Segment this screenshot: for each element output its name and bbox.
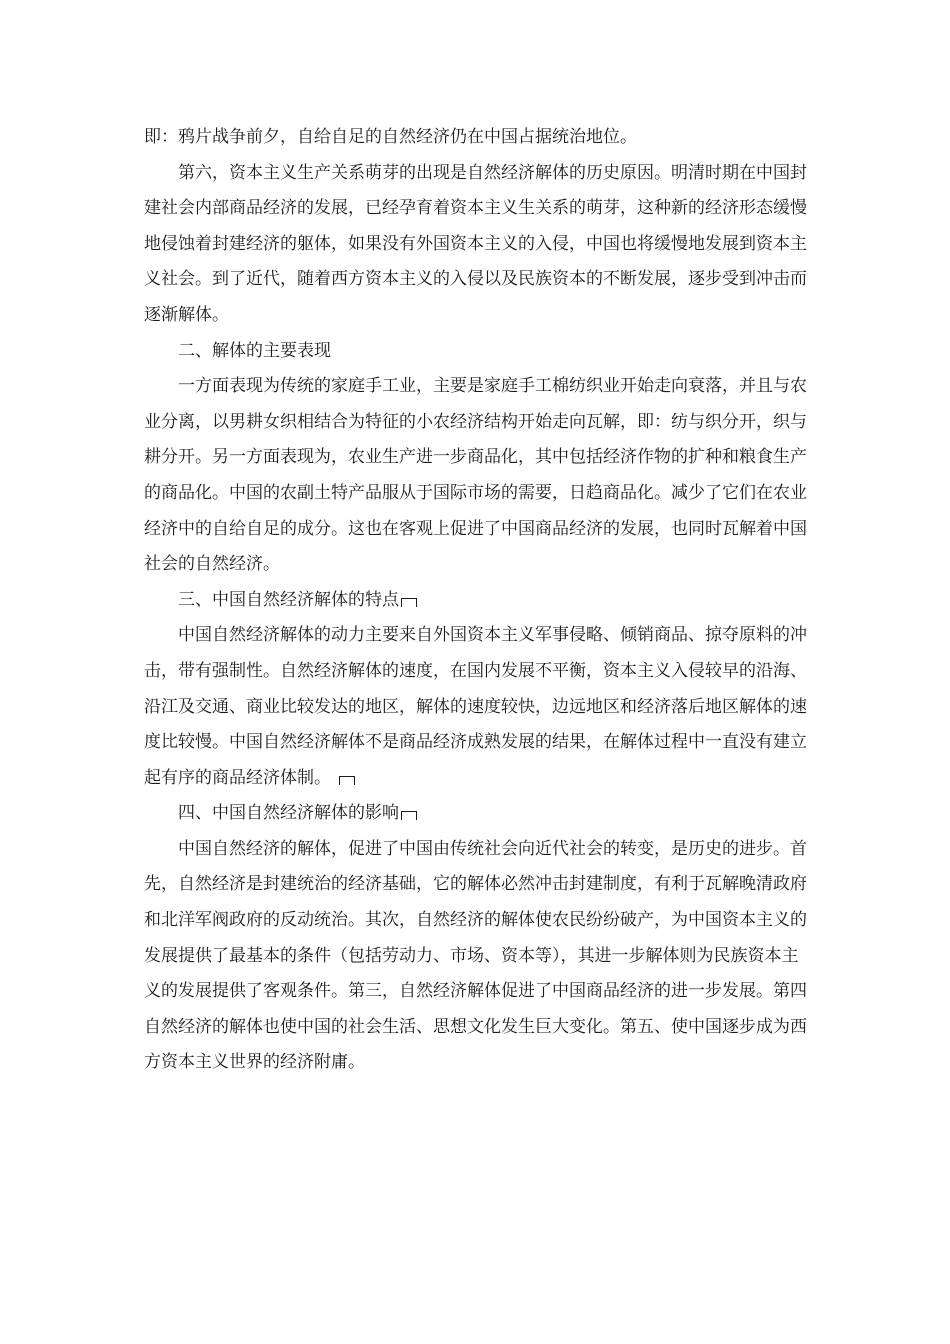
document-body bbox=[144, 120, 814, 1081]
paragraph-start-line: 中国自然经济的解体，促进了中国由传统社会向近代社会的转变，是历史的进步。首 bbox=[178, 838, 807, 859]
text-line: 方资本主义世界的经济附庸。 bbox=[144, 1052, 365, 1073]
text-line bbox=[144, 761, 814, 797]
paragraph-mark-icon bbox=[401, 598, 417, 607]
heading-text: 三、中国自然经济解体的特点 bbox=[178, 589, 399, 610]
text-line: 自然经济的解体也使中国的社会生活、思想文化发生巨大变化。第五、使中国逐步成为西 bbox=[144, 1016, 807, 1037]
text-line: 的商品化。中国的农副土特产品服从于国际市场的需要，日趋商品化。减少了它们在农业 bbox=[144, 482, 807, 503]
text-line: 义的发展提供了客观条件。第三，自然经济解体促进了中国商品经济的进一步发展。第四 bbox=[144, 981, 807, 1002]
text-line: 先，自然经济是封建统治的经济基础，它的解体必然冲击封建制度，有利于瓦解晚清政府 bbox=[144, 874, 807, 895]
section-heading-4 bbox=[144, 796, 814, 832]
text-line: 发展提供了最基本的条件（包括劳动力、市场、资本等），其进一步解体则为民族资本主 bbox=[144, 945, 799, 966]
line-text: 起有序的商品经济体制。 bbox=[144, 767, 331, 788]
paragraph-start-line: 第六，资本主义生产关系萌芽的出现是自然经济解体的历史原因。明清时期在中国封 bbox=[178, 162, 807, 183]
text-line: 度比较慢。中国自然经济解体不是商品经济成熟发展的结果，在解体过程中一直没有建立 bbox=[144, 732, 807, 753]
text-line: 建社会内部商品经济的发展，已经孕育着资本主义生关系的萌芽，这种新的经济形态缓慢 bbox=[144, 198, 807, 219]
text-line: 耕分开。另一方面表现为，农业生产进一步商品化，其中包括经济作物的扩种和粮食生产 bbox=[144, 447, 807, 468]
text-line: 和北洋军阀政府的反动统治。其次，自然经济的解体使农民纷纷破产，为中国资本主义的 bbox=[144, 910, 807, 931]
heading-text: 四、中国自然经济解体的影响 bbox=[178, 803, 399, 824]
text-line: 地侵蚀着封建经济的躯体，如果没有外国资本主义的入侵，中国也将缓慢地发展到资本主 bbox=[144, 233, 807, 254]
text-line: 沿江及交通、商业比较发达的地区，解体的速度较快，边远地区和经济落后地区解体的速 bbox=[144, 696, 807, 717]
text-line: 经济中的自给自足的成分。这也在客观上促进了中国商品经济的发展，也同时瓦解着中国 bbox=[144, 518, 807, 539]
text-line: 逐渐解体。 bbox=[144, 304, 229, 325]
text-line: 击，带有强制性。自然经济解体的速度，在国内发展不平衡，资本主义入侵较早的沿海、 bbox=[144, 660, 807, 681]
text-line: 社会的自然经济。 bbox=[144, 554, 280, 575]
paragraph-mark-icon bbox=[339, 776, 355, 785]
section-heading-2: 二、解体的主要表现 bbox=[178, 340, 331, 361]
text-line: 业分离，以男耕女织相结合为特征的小农经济结构开始走向瓦解，即：纺与织分开，织与 bbox=[144, 411, 807, 432]
text-line: 义社会。到了近代，随着西方资本主义的入侵以及民族资本的不断发展，逐步受到冲击而 bbox=[144, 269, 807, 290]
paragraph-mark-icon bbox=[401, 811, 417, 820]
paragraph-start-line: 中国自然经济解体的动力主要来自外国资本主义军事侵略、倾销商品、掠夺原料的冲 bbox=[178, 625, 807, 646]
text-line: 即：鸦片战争前夕，自给自足的自然经济仍在中国占据统治地位。 bbox=[144, 127, 637, 147]
paragraph-start-line: 一方面表现为传统的家庭手工业，主要是家庭手工棉纺织业开始走向衰落，并且与农 bbox=[178, 376, 807, 397]
section-heading-3 bbox=[144, 583, 814, 619]
